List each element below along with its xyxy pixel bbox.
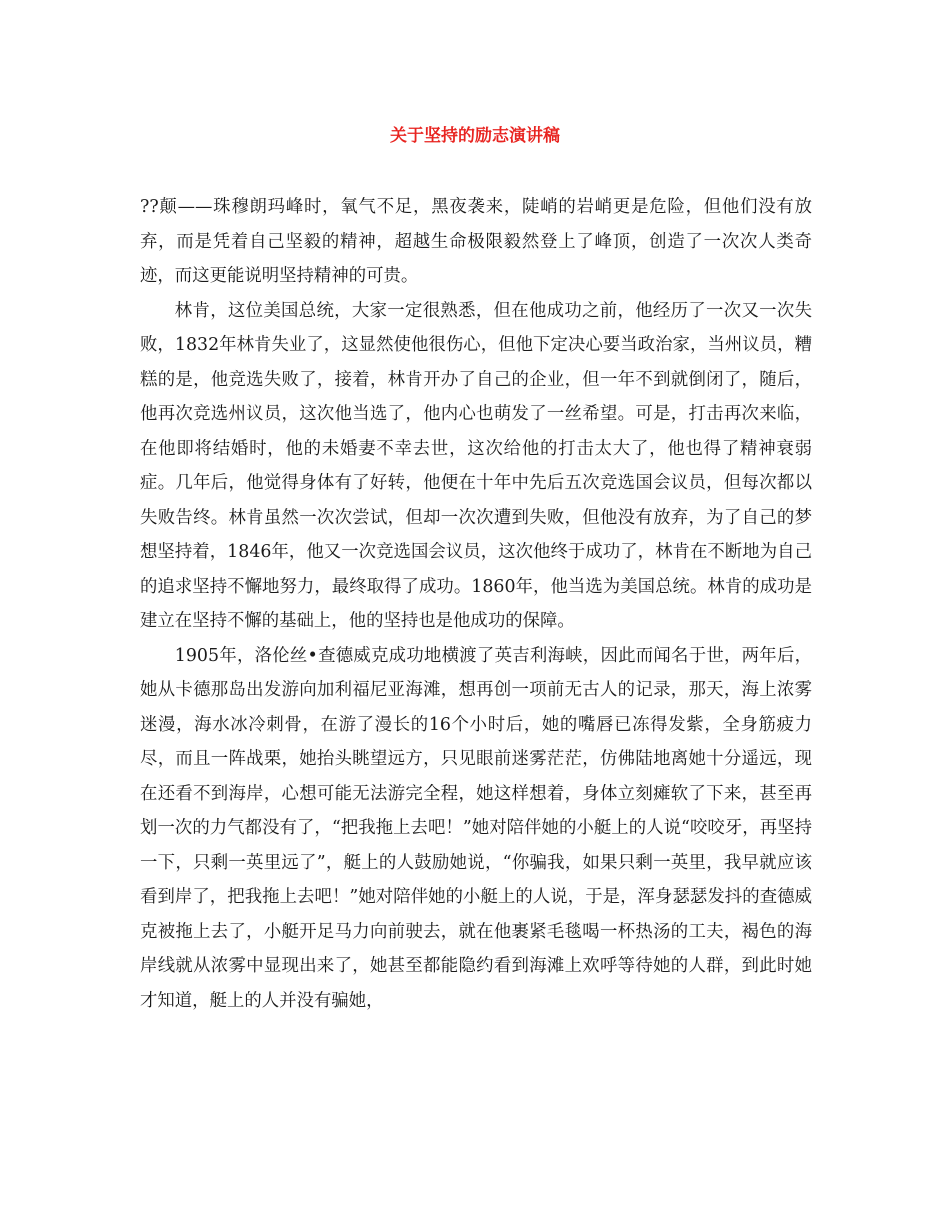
document-body xyxy=(140,190,812,1018)
paragraph-chadwick: 1905年，洛伦丝•查德威克成功地横渡了英吉利海峡，因此而闻名于世，两年后，她从卡德那岛出发游向加利福尼亚海滩，想再创一项前无古人的记录，那天，海上浓雾迷漫，海水冰冷刺骨，在游了漫长的16个小时后，她的嘴唇已冻得发紫，全身筋疲力尽，而且一阵战栗，她抬头眺望远方，只见眼前迷雾茫茫，仿佛陆地离她十分遥远，现在还看不到海岸，心想可能无法游完全程，她这样想着，身体立刻瘫软了下来，甚至再划一次的力气都没有了，“把我拖上去吧！”她对陪伴她的小艇上的人说“咬咬牙，再坚持一下，只剩一英里远了”，艇上的人鼓励她说，“你骗我，如果只剩一英里，我早就应该看到岸了，把我拖上去吧！”她对陪伴她的小艇上的人说，于是，浑身瑟瑟发抖的查德威克被拖上去了，小艇开足马力向前驶去，就在他裹紧毛毯喝一杯热汤的工夫，褐色的海岸线就从浓雾中显现出来了，她甚至都能隐约看到海滩上欢呼等待她的人群，到此时她才知道，艇上的人并没有骗她， xyxy=(140,645,812,1011)
page-title: 关于坚持的励志演讲稿 xyxy=(390,126,560,146)
paragraph-lincoln: 林肯，这位美国总统，大家一定很熟悉，但在他成功之前，他经历了一次又一次失败，1832年林肯失业了，这显然使他很伤心，但他下定决心要当政治家，当州议员，糟糕的是，他竞选失败了，接着，林肯开办了自己的企业，但一年不到就倒闭了，随后，他再次竞选州议员，这次他当选了，他内心也萌发了一丝希望。可是，打击再次来临，在他即将结婚时，他的未婚妻不幸去世，这次给他的打击太大了，他也得了精神衰弱症。几年后，他觉得身体有了好转，他便在十年中先后五次竞选国会议员，但每次都以失败告终。林肯虽然一次次尝试，但却一次次遭到失败，但他没有放弃，为了自己的梦想坚持着，1846年，他又一次竞选国会议员，这次他终于成功了，林肯在不断地为自己的追求坚持不懈地努力，最终取得了成功。1860年，他当选为美国总统。林肯的成功是建立在坚持不懈的基础上，他的坚持也是他成功的保障。 xyxy=(140,300,812,631)
paragraph-intro: ??颠——珠穆朗玛峰时，氧气不足，黑夜袭来，陡峭的岩峭更是危险，但他们没有放弃，而是凭着自己坚毅的精神，超越生命极限毅然登上了峰顶，创造了一次次人类奇迹，而这更能说明坚持精神的可贵。 xyxy=(140,197,812,286)
